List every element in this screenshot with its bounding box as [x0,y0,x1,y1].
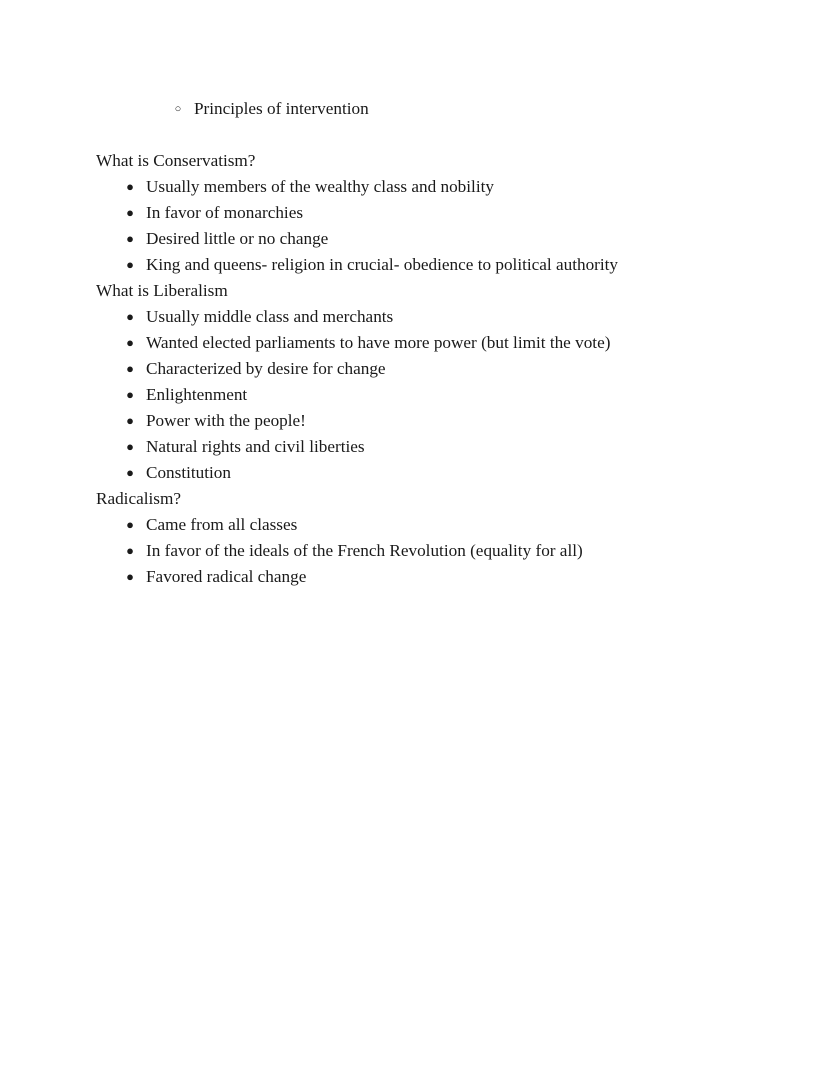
heading-conservatism: What is Conservatism? [96,151,256,170]
list-item-text: Characterized by desire for change [146,359,386,378]
document-body [96,96,756,590]
hollow-bullet-icon: ○ [174,103,182,115]
conservatism-list [96,174,756,278]
filled-bullet-icon: ● [126,413,134,428]
list-item [96,356,756,382]
list-item-text: King and queens- religion in crucial- obedience to political authority [146,255,619,274]
list-item [96,330,756,356]
heading-liberalism: What is Liberalism [96,281,228,300]
filled-bullet-icon: ● [126,309,134,324]
heading-radicalism: Radicalism? [96,489,181,508]
list-item [96,408,756,434]
list-item [96,174,756,200]
filled-bullet-icon: ● [126,205,134,220]
list-item-text: Natural rights and civil liberties [146,437,365,456]
list-item-text: Enlightenment [146,385,248,404]
list-item [96,96,756,122]
list-item-text: Constitution [146,463,231,482]
list-item [96,564,756,590]
list-item-text: In favor of monarchies [146,203,304,222]
list-item [96,434,756,460]
list-item [96,382,756,408]
filled-bullet-icon: ● [126,517,134,532]
list-item-text: Power with the people! [146,411,306,430]
filled-bullet-icon: ● [126,387,134,402]
filled-bullet-icon: ● [126,569,134,584]
list-item [96,512,756,538]
list-item [96,538,756,564]
radicalism-list [96,512,756,590]
list-item-text: Desired little or no change [146,229,329,248]
filled-bullet-icon: ● [126,231,134,246]
list-item [96,200,756,226]
list-item-text: Principles of intervention [194,99,369,118]
list-item [96,460,756,486]
list-item [96,226,756,252]
intro-sublist [96,96,756,122]
list-item-text: In favor of the ideals of the French Revolution (equality for all) [146,541,583,560]
list-item [96,304,756,330]
filled-bullet-icon: ● [126,361,134,376]
list-item-text: Wanted elected parliaments to have more power (but limit the vote) [146,333,611,352]
filled-bullet-icon: ● [126,543,134,558]
list-item-text: Favored radical change [146,567,307,586]
filled-bullet-icon: ● [126,335,134,350]
filled-bullet-icon: ● [126,439,134,454]
liberalism-list [96,304,756,486]
list-item-text: Usually members of the wealthy class and nobility [146,177,494,196]
list-item-text: Came from all classes [146,515,298,534]
filled-bullet-icon: ● [126,257,134,272]
blank-line-1 [96,122,756,148]
filled-bullet-icon: ● [126,465,134,480]
list-item [96,252,756,278]
filled-bullet-icon: ● [126,179,134,194]
list-item-text: Usually middle class and merchants [146,307,394,326]
